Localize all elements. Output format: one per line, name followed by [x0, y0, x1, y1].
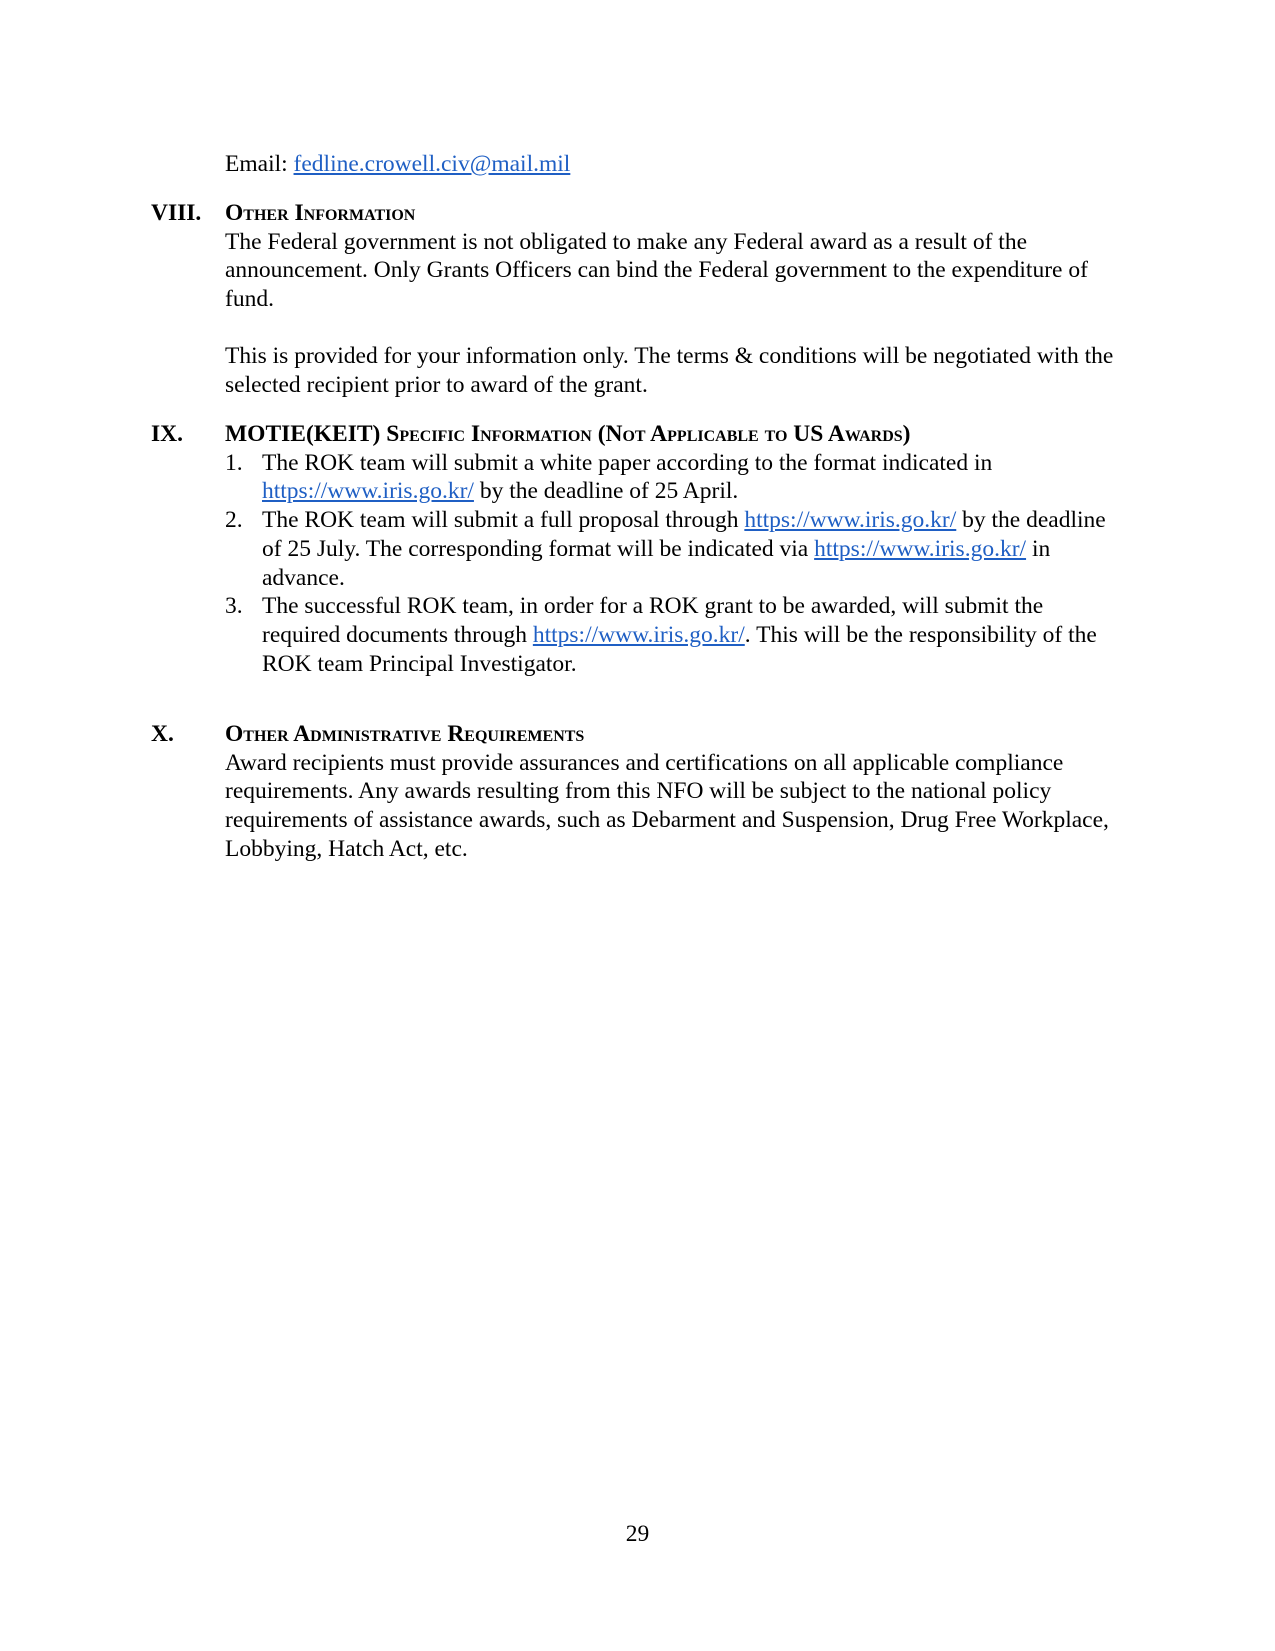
list-item — [225, 506, 1125, 592]
iris-link[interactable]: https://www.iris.go.kr/ — [814, 535, 1027, 562]
list-item — [225, 449, 1125, 506]
section-other-information — [151, 199, 1131, 399]
iris-link[interactable]: https://www.iris.go.kr/ — [262, 478, 474, 505]
section-number: IX. — [151, 421, 183, 447]
section-other-admin-requirements — [151, 720, 1131, 870]
section-number: X. — [151, 721, 174, 747]
list-item-text: The successful ROK team, in order for a ROK grant to be awarded, will submit the required documents through — [262, 593, 1044, 648]
paragraph: Award recipients must provide assurances and certifications on all applicable compliance requirements. Any awards resulting from this NFO will be subject to the national policy requirements of assistance awards, such as Debarment and Suspension, Drug Free Workplace, Lobbying, Hatch Act, etc. — [225, 749, 1109, 862]
email-label: Email: — [225, 151, 288, 177]
list-item-text: The ROK team will submit a white paper according to the format indicated in — [262, 449, 993, 476]
section-heading: MOTIE(KEIT) Specific Information (Not Applicable to US Awards) — [225, 421, 911, 447]
list-item-number: 3. — [225, 593, 243, 620]
list-item-text: by the deadline of 25 April. — [473, 478, 739, 505]
iris-link[interactable]: https://www.iris.go.kr/ — [532, 621, 745, 648]
paragraph: The Federal government is not obligated to make any Federal award as a result of the announcement. Only Grants Officers can bind the Federal government to the expenditure of fund. — [225, 228, 1088, 313]
section-heading: Other Administrative Requirements — [225, 721, 585, 747]
rok-requirements-list — [225, 449, 1125, 679]
section-motie-keit — [151, 420, 1131, 680]
page-number: 29 — [625, 1521, 650, 1547]
section-body — [225, 749, 1125, 864]
section-body — [225, 228, 1125, 400]
list-item-text: The ROK team will submit a full proposal through — [262, 507, 745, 534]
iris-link[interactable]: https://www.iris.go.kr/ — [744, 507, 957, 534]
list-item-text: by the deadline of 25 July. The corresponding format will be indicated via — [262, 507, 1106, 562]
contact-email-line — [225, 150, 570, 179]
email-link[interactable]: fedline.crowell.civ@mail.mil — [293, 151, 571, 177]
section-body — [225, 449, 1125, 679]
paragraph: This is provided for your information only. The terms & conditions will be negotiated with the selected recipient prior to award of the grant. — [225, 343, 1114, 399]
list-item-number: 2. — [225, 507, 243, 534]
list-item-number: 1. — [225, 449, 243, 476]
list-item-text: . This will be the responsibility of the ROK team Principal Investigator. — [262, 621, 1097, 677]
list-item — [225, 592, 1125, 678]
section-number: VIII. — [151, 200, 202, 226]
list-item-text: in advance. — [262, 535, 1051, 591]
section-heading: Other Information — [225, 200, 416, 226]
